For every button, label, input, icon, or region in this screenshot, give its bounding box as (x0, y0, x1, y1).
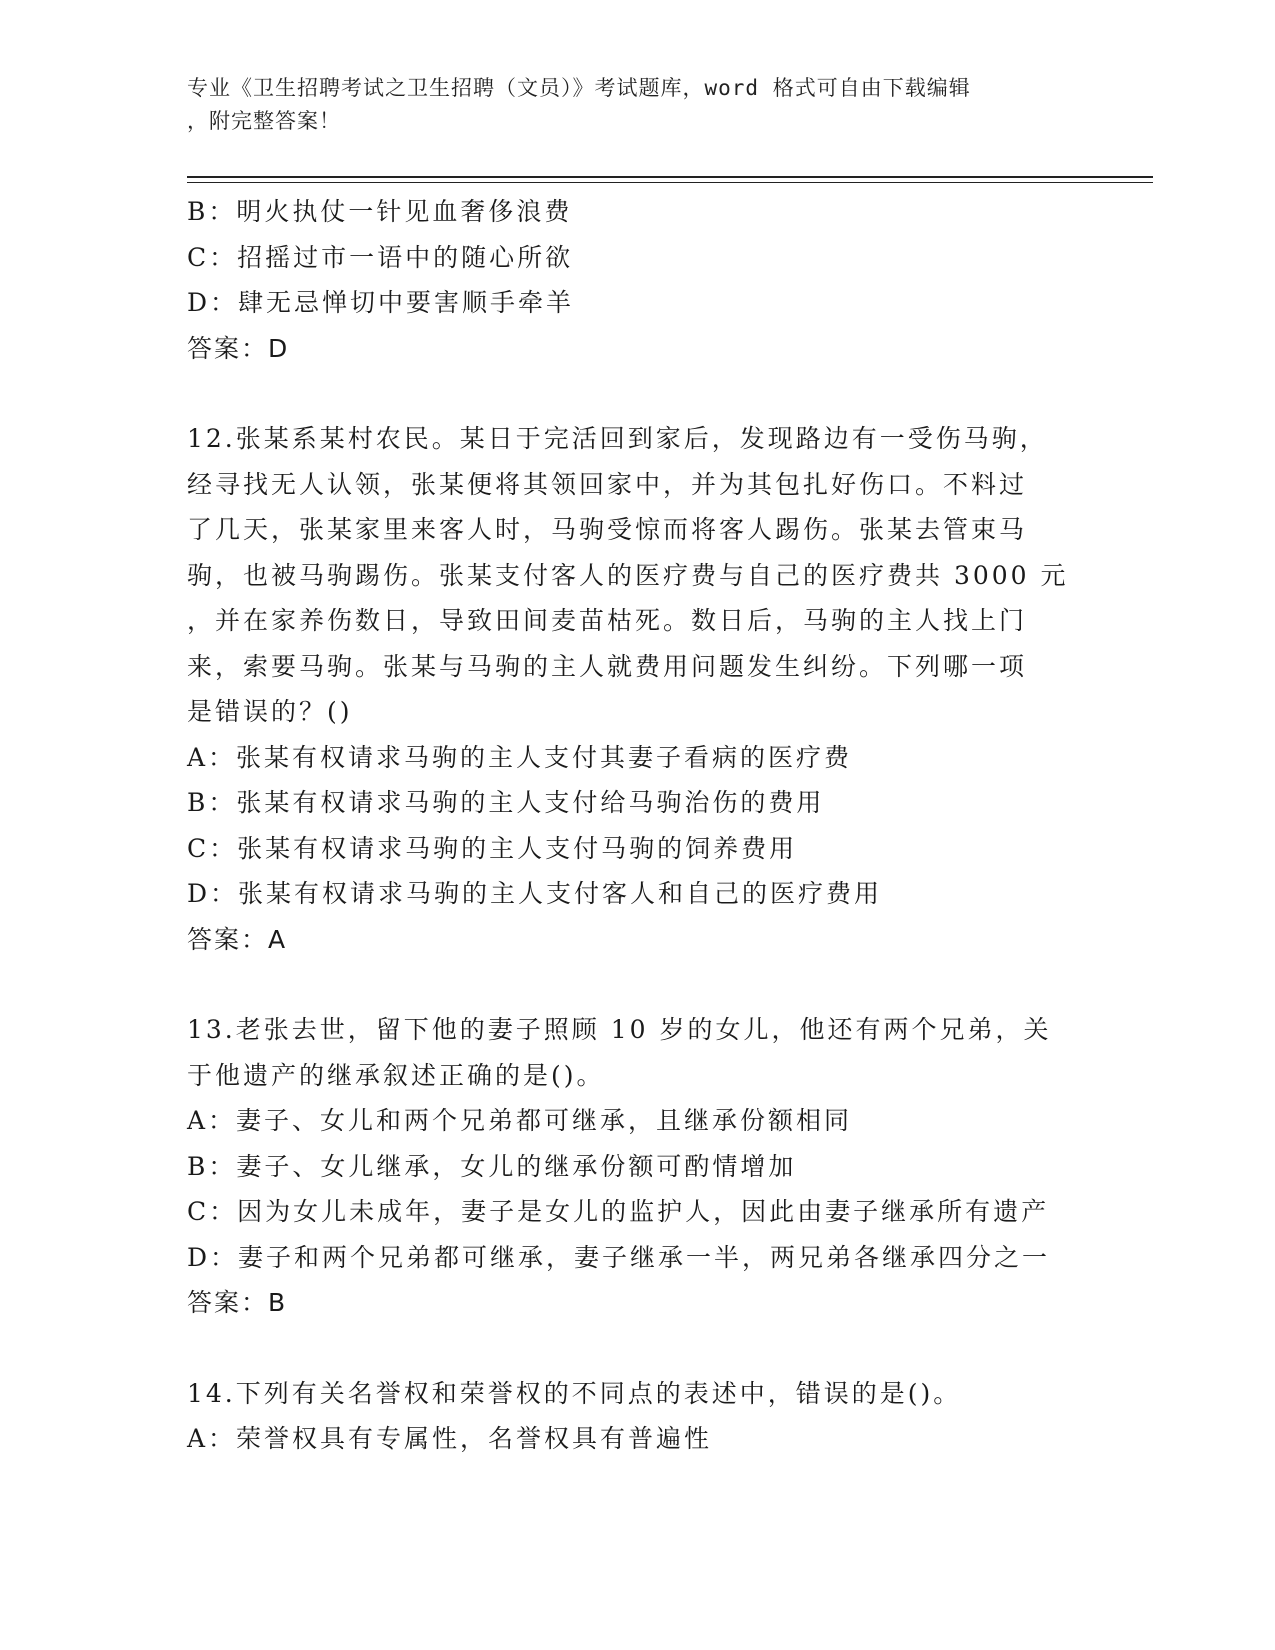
header-line-2: ，附完整答案！ (187, 109, 341, 133)
question-12 (187, 416, 1087, 962)
header-rule-thin (187, 182, 1153, 183)
spacer (187, 962, 1087, 1007)
question-stem-line: 驹，也被马驹踢伤。张某支付客人的医疗费与自己的医疗费共 3000 元 (187, 560, 1069, 590)
question-stem-line: 12.张某系某村农民。某日于完活回到家后，发现路边有一受伤马驹， (187, 424, 1048, 453)
option-d: D：肆无忌惮切中要害顺手牵羊 (187, 288, 575, 317)
option-c: C：因为女儿未成年，妻子是女儿的监护人，因此由妻子继承所有遗产 (187, 1197, 1050, 1226)
question-stem-line: 来，索要马驹。张某与马驹的主人就费用问题发生纠纷。下列哪一项 (187, 651, 1028, 681)
header-line-1: 专业《卫生招聘考试之卫生招聘（文员）》考试题库，word 格式可自由下载编辑 (187, 76, 971, 100)
option-d: D：妻子和两个兄弟都可继承，妻子继承一半，两兄弟各继承四分之一 (187, 1242, 1051, 1272)
spacer (187, 371, 1087, 416)
option-b: B：明火执仗一针见血奢侈浪费 (187, 197, 573, 226)
answer-line: 答案：B (187, 1288, 288, 1317)
question-stem-line: 13.老张去世，留下他的妻子照顾 10 岁的女儿，他还有两个兄弟，关 (187, 1015, 1052, 1044)
option-b: B：妻子、女儿继承，女儿的继承份额可酌情增加 (187, 1151, 797, 1181)
question-list (187, 189, 1087, 1462)
option-a: A：张某有权请求马驹的主人支付其妻子看病的医疗费 (187, 742, 853, 772)
question-stem-line: 于他遗产的继承叙述正确的是()。 (187, 1060, 605, 1090)
header-rule-thick (187, 176, 1153, 178)
question-stem-line: 是错误的？() (187, 697, 353, 726)
answer-line: 答案：A (187, 924, 288, 954)
option-c: C：招摇过市一语中的随心所欲 (187, 242, 574, 272)
question-11 (187, 189, 1087, 371)
question-stem-line: ，并在家养伤数日，导致田间麦苗枯死。数日后，马驹的主人找上门 (187, 606, 1028, 635)
spacer (187, 1326, 1087, 1371)
option-a: A：荣誉权具有专属性，名誉权具有普遍性 (187, 1424, 713, 1453)
question-stem-line: 经寻找无人认领，张某便将其领回家中，并为其包扎好伤口。不料过 (187, 469, 1028, 499)
document-header (187, 72, 1067, 138)
option-d: D：张某有权请求马驹的主人支付客人和自己的医疗费用 (187, 879, 883, 908)
question-stem-line: 了几天，张某家里来客人时，马驹受惊而将客人踢伤。张某去管束马 (187, 515, 1028, 544)
option-a: A：妻子、女儿和两个兄弟都可继承，且继承份额相同 (187, 1106, 853, 1135)
question-13 (187, 1007, 1087, 1326)
question-14 (187, 1371, 1087, 1462)
option-b: B：张某有权请求马驹的主人支付给马驹治伤的费用 (187, 788, 825, 817)
option-c: C：张某有权请求马驹的主人支付马驹的饲养费用 (187, 833, 798, 863)
question-stem-line: 14.下列有关名誉权和荣誉权的不同点的表述中，错误的是()。 (187, 1378, 962, 1408)
answer-line: 答案：D (187, 333, 290, 363)
